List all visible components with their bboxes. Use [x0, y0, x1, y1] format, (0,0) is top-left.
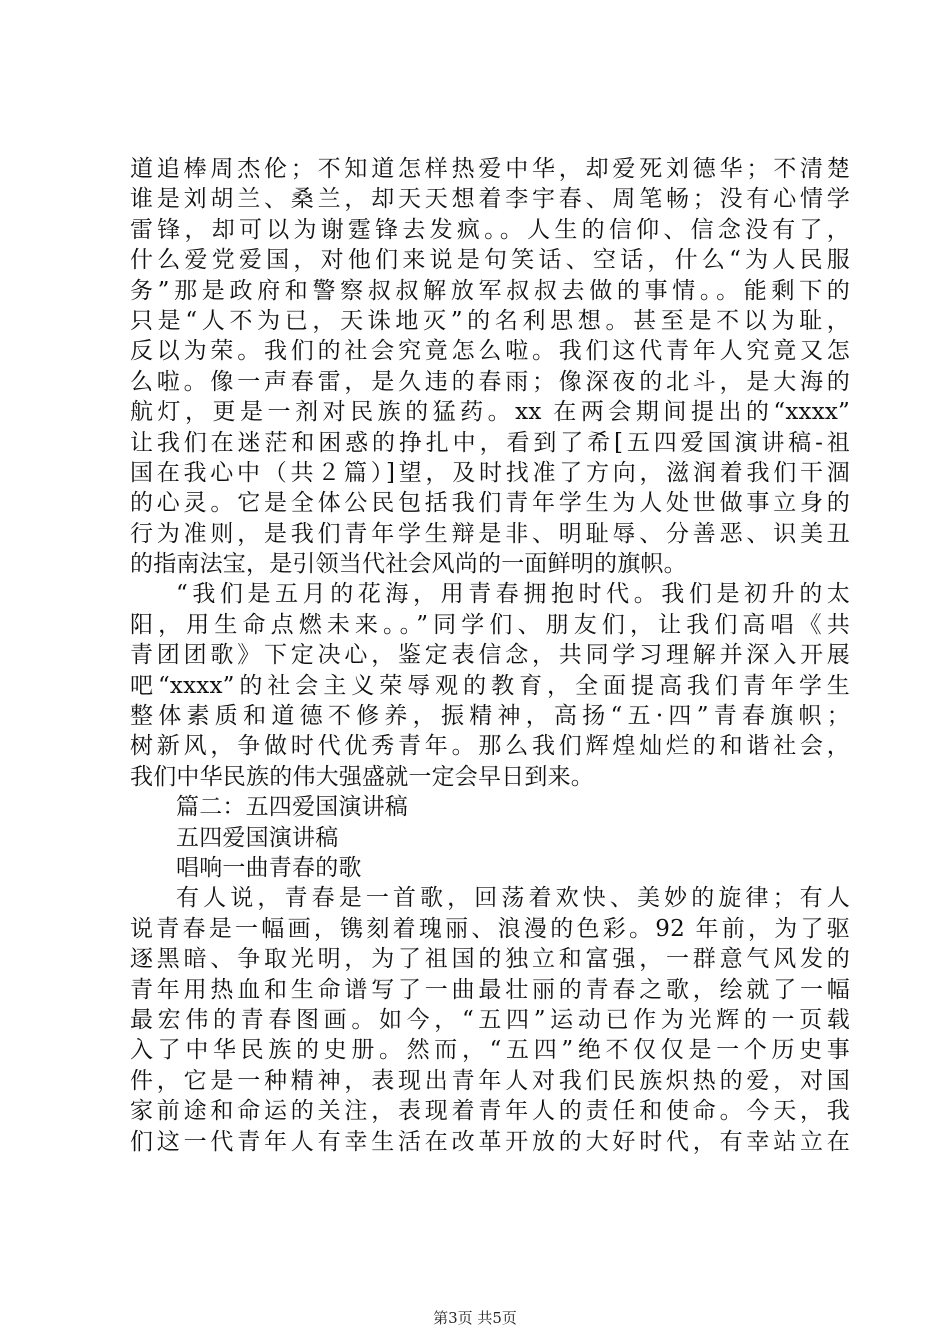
text-line: 件，它是一种精神，表现出青年人对我们民族炽热的爱，对国	[130, 1067, 850, 1094]
text-line: 的心灵。它是全体公民包括我们青年学生为人处世做事立身的	[130, 490, 850, 517]
text-line: 什么爱党爱国，对他们来说是句笑话、空话，什么“为人民服	[130, 247, 850, 274]
text-line: 有人说，青春是一首歌，回荡着欢快、美妙的旋律；有人	[176, 885, 850, 912]
page-footer: 第3页 共5页	[433, 1309, 517, 1327]
text-line: 家前途和命运的关注，表现着青年人的责任和使命。今天，我	[130, 1098, 850, 1125]
text-line: 整体素质和道德不修养，振精神，高扬“五·四”青春旗帜；	[130, 703, 850, 730]
text-line: 五四爱国演讲稿	[176, 824, 339, 851]
text-line: 逐黑暗、争取光明，为了祖国的独立和富强，一群意气风发的	[130, 946, 850, 973]
text-line: “我们是五月的花海，用青春拥抱时代。我们是初升的太	[176, 581, 850, 608]
text-line: 行为准则，是我们青年学生辩是非、明耻辱、分善恶、识美丑	[130, 520, 850, 547]
text-line: 让我们在迷茫和困惑的挣扎中，看到了希[五四爱国演讲稿-祖	[130, 429, 850, 456]
text-line: 青团团歌》下定决心，鉴定表信念，共同学习理解并深入开展	[130, 642, 850, 669]
text-line: 雷锋，却可以为谢霆锋去发疯。。人生的信仰、信念没有了，	[130, 216, 850, 243]
text-line: 么啦。像一声春雷，是久违的春雨；像深夜的北斗，是大海的	[130, 368, 850, 395]
text-line: 们这一代青年人有幸生活在改革开放的大好时代，有幸站立在	[130, 1128, 850, 1155]
text-line: 阳，用生命点燃未来。。”同学们、朋友们，让我们高唱《共	[130, 611, 850, 638]
text-line: 入了中华民族的史册。然而，“五四”绝不仅仅是一个历史事	[130, 1037, 850, 1064]
text-line: 国在我心中（共２篇）]望，及时找准了方向，滋润着我们干涸	[130, 459, 850, 486]
text-line: 务”那是政府和警察叔叔解放军叔叔去做的事情。。能剩下的	[130, 277, 850, 304]
text-line: 篇二：五四爱国演讲稿	[176, 794, 408, 821]
text-line: 谁是刘胡兰、桑兰，却天天想着李宇春、周笔畅；没有心情学	[130, 186, 850, 213]
text-line: 吧“xxxx”的社会主义荣辱观的教育，全面提高我们青年学生	[130, 672, 850, 699]
text-line: 反以为荣。我们的社会究竟怎么啦。我们这代青年人究竟又怎	[130, 338, 850, 365]
text-line: 我们中华民族的伟大强盛就一定会早日到来。	[130, 763, 594, 790]
text-line: 青年用热血和生命谱写了一曲最壮丽的青春之歌，绘就了一幅	[130, 976, 850, 1003]
text-line: 只是“人不为已，天诛地灭”的名利思想。甚至是不以为耻，	[130, 307, 850, 334]
text-line: 唱响一曲青春的歌	[176, 854, 362, 881]
text-line: 航灯，更是一剂对民族的猛药。xx 在两会期间提出的“xxxx”	[130, 399, 850, 426]
text-line: 说青春是一幅画，镌刻着瑰丽、浪漫的色彩。92 年前，为了驱	[130, 915, 850, 942]
document-body	[130, 154, 850, 1157]
text-line: 的指南法宝，是引领当代社会风尚的一面鲜明的旗帜。	[130, 551, 687, 578]
text-line: 道追棒周杰伦；不知道怎样热爱中华，却爱死刘德华；不清楚	[130, 156, 850, 182]
text-line: 树新风，争做时代优秀青年。那么我们辉煌灿烂的和谐社会，	[130, 733, 850, 760]
text-line: 最宏伟的青春图画。如今，“五四”运动已作为光辉的一页载	[130, 1006, 850, 1033]
